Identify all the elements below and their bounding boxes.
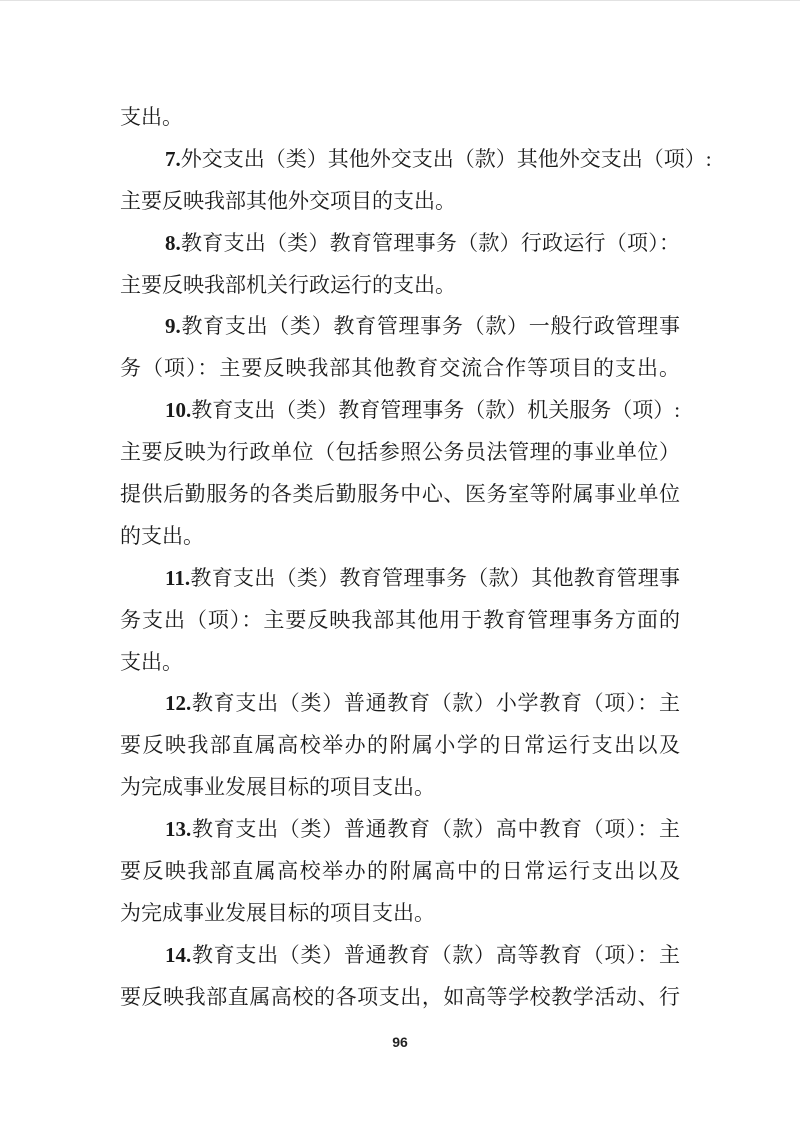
paragraph-number: 14. xyxy=(165,942,192,967)
text-line: 12.教育支出（类）普通教育（款）小学教育（项）：主 xyxy=(165,691,680,716)
text-line: 主要反映我部机关行政运行的支出。 xyxy=(120,272,456,297)
text-line: 的支出。 xyxy=(120,523,204,548)
paragraph-number: 8. xyxy=(165,230,181,255)
text-line: 8.教育支出（类）教育管理事务（款）行政运行（项）： xyxy=(165,230,680,255)
text-line: 务支出（项）：主要反映我部其他用于教育管理事务方面的 xyxy=(120,607,680,632)
text-line: 支出。 xyxy=(120,649,183,674)
text-line: 主要反映为行政单位（包括参照公务员法管理的事业单位） xyxy=(120,440,680,465)
text-line: 7.外交支出（类）其他外交支出（款）其他外交支出（项）: xyxy=(165,146,712,171)
text-line: 要反映我部直属高校举办的附属高中的日常运行支出以及 xyxy=(120,859,680,884)
text-line: 务（项）：主要反映我部其他教育交流合作等项目的支出。 xyxy=(120,356,680,381)
paragraph-number: 7. xyxy=(165,146,181,171)
paragraph-number: 10. xyxy=(165,398,192,423)
text-line: 要反映我部直属高校的各项支出，如高等学校教学活动、行 xyxy=(120,984,680,1009)
paragraph-number: 11. xyxy=(165,565,191,590)
text-line: 9.教育支出（类）教育管理事务（款）一般行政管理事 xyxy=(165,314,680,339)
paragraph-number: 9. xyxy=(165,314,181,339)
page-number: 96 xyxy=(392,1034,408,1050)
text-line: 提供后勤服务的各类后勤服务中心、医务室等附属事业单位 xyxy=(120,482,680,507)
text-line: 14.教育支出（类）普通教育（款）高等教育（项）：主 xyxy=(165,942,680,967)
document-body xyxy=(120,97,712,1019)
text-line: 主要反映我部其他外交项目的支出。 xyxy=(120,188,456,213)
text-line: 13.教育支出（类）普通教育（款）高中教育（项）：主 xyxy=(165,817,680,842)
text-line: 要反映我部直属高校举办的附属小学的日常运行支出以及 xyxy=(120,733,680,758)
text-line: 为完成事业发展目标的项目支出。 xyxy=(120,900,435,925)
paragraph-number: 13. xyxy=(165,817,192,842)
text-line: 支出。 xyxy=(120,105,183,129)
paragraph-number: 12. xyxy=(165,691,192,716)
text-line: 10.教育支出（类）教育管理事务（款）机关服务（项）: xyxy=(165,398,681,423)
text-line: 为完成事业发展目标的项目支出。 xyxy=(120,775,435,800)
text-line: 11.教育支出（类）教育管理事务（款）其他教育管理事 xyxy=(165,565,680,590)
